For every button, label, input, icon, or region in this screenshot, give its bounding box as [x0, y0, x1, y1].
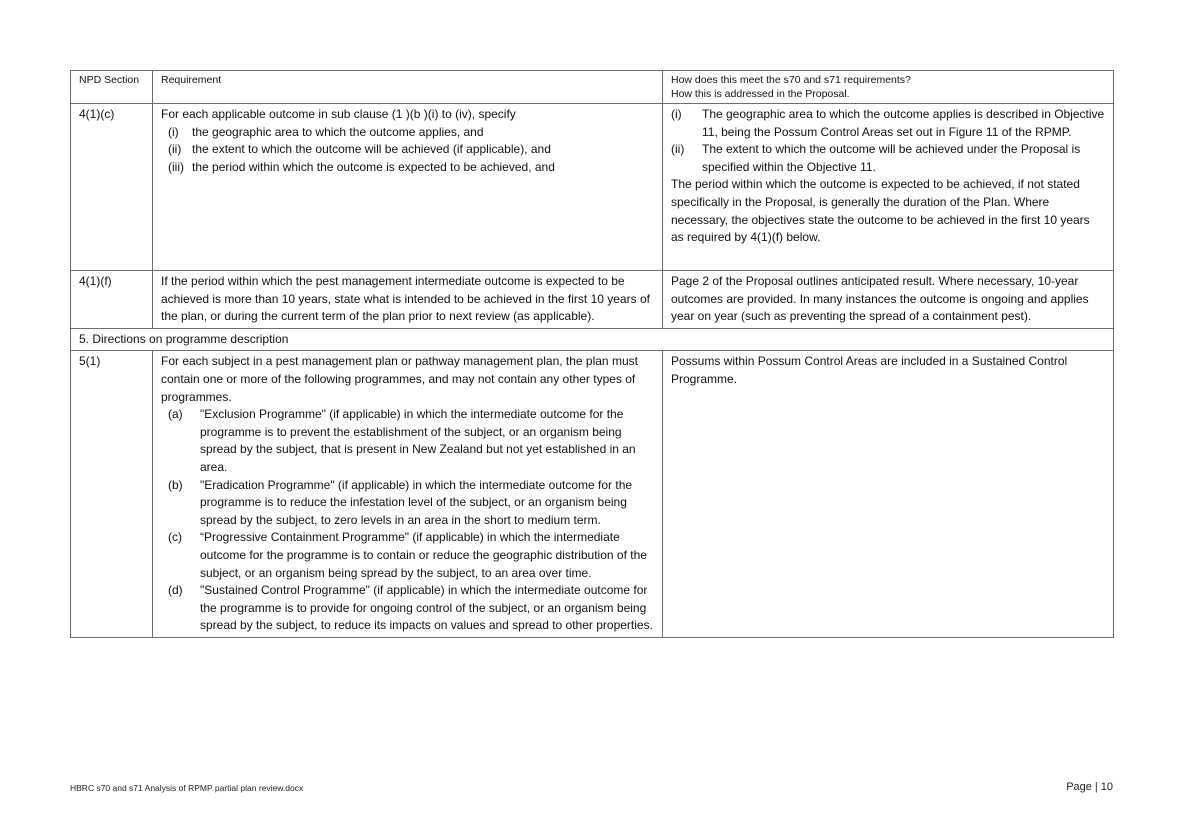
row-section-cell: 5(1) — [71, 351, 153, 638]
list-item-text: The geographic area to which the outcome applies is described in Objective 11, being the Possum Control Areas set out in Figure 11 of the RPMP. — [702, 107, 1105, 139]
row-response-cell — [663, 351, 1114, 638]
footer-filename: HBRC s70 and s71 Analysis of RPMP partial plan review.docx — [70, 783, 304, 793]
list-item — [161, 124, 654, 142]
list-item-label: (b) — [168, 477, 183, 492]
header-npd-section: NPD Section — [71, 71, 153, 104]
list-item-label: (a) — [168, 407, 183, 422]
row-requirement-cell — [153, 271, 663, 329]
footer-page-number — [1066, 781, 1113, 793]
header-how-meets-line1: How does this meet the s70 and s71 requirements? — [671, 74, 911, 86]
page-separator: | — [1094, 781, 1098, 793]
list-item-label: (c) — [168, 530, 182, 545]
row-section-cell: 4(1)(c) — [71, 104, 153, 271]
table-header-row — [71, 71, 1114, 104]
page-number: 10 — [1100, 781, 1113, 793]
list-item-label: (iii) — [168, 159, 184, 174]
section-heading-row — [71, 328, 1114, 351]
list-item-label: (ii) — [168, 142, 182, 157]
list-item — [161, 159, 654, 177]
list-item-text: the extent to which the outcome will be achieved (if applicable), and — [192, 142, 551, 157]
list-item-text: the geographic area to which the outcome applies, and — [192, 124, 484, 139]
list-item-text: “Progressive Containment Programme" (if applicable) in which the intermediate outcome for the programme is to contain or reduce the geographic distribution of the subject, or an organism being spread by the subject, to an area over time. — [200, 530, 647, 580]
response-text: The period within which the outcome is expected to be achieved, if not stated specifically in the Proposal, is generally the duration of the Plan. Where necessary, the objectives state the outcome to be achieved in the first 10 years as required by 4(1)(f) below. — [671, 177, 1090, 245]
programme-list — [161, 406, 654, 635]
list-item — [161, 406, 654, 476]
list-item — [161, 141, 654, 159]
list-item-label: (ii) — [671, 142, 685, 157]
table-row — [71, 351, 1114, 638]
row-section-cell: 4(1)(f) — [71, 271, 153, 329]
list-item — [161, 529, 654, 582]
npd-requirements-table — [70, 70, 1114, 638]
header-requirement: Requirement — [153, 71, 663, 104]
response-list — [671, 106, 1105, 176]
requirement-intro: For each applicable outcome in sub clause (1 )(b )(i) to (iv), specify — [161, 107, 516, 121]
response-text: Possums within Possum Control Areas are included in a Sustained Control Programme. — [671, 354, 1068, 386]
row-requirement-cell — [153, 351, 663, 638]
response-text: Page 2 of the Proposal outlines anticipated result. Where necessary, 10-year outcomes are provided. In many instances the outcome is ongoing and applies year on year (such as preventing the spread of a containment pest). — [671, 274, 1089, 324]
list-item-text: "Sustained Control Programme" (if applicable) in which the intermediate outcome for the programme is to provide for ongoing control of the subject, or an organism being spread by the subject, to reduce its impacts on values and spread to other properties. — [200, 583, 653, 633]
requirement-text: If the period within which the pest management intermediate outcome is expected to be achieved is more than 10 years, state what is intended to be achieved in the first 10 years of the plan, or during the current term of the plan prior to next review (as applicable). — [161, 274, 650, 324]
list-item-text: "Eradication Programme" (if applicable) in which the intermediate outcome for the programme is to reduce the infestation level of the subject, or an organism being spread by the subject, to zero levels in an area in the short to medium term. — [200, 477, 633, 527]
list-item — [161, 477, 654, 530]
header-how-meets-line2: How this is addressed in the Proposal. — [671, 88, 850, 100]
row-response-cell — [663, 104, 1114, 271]
list-item-label: (d) — [168, 583, 183, 598]
row-requirement-cell — [153, 104, 663, 271]
requirement-intro: For each subject in a pest management plan or pathway management plan, the plan must contain one or more of the following programmes, and may not contain any other types of programmes. — [161, 354, 638, 404]
page-label: Page — [1066, 781, 1092, 793]
table-row — [71, 104, 1114, 271]
list-item — [671, 106, 1105, 141]
list-item-text: the period within which the outcome is expected to be achieved, and — [192, 159, 555, 174]
table-row — [71, 271, 1114, 329]
list-item-label: (i) — [671, 107, 682, 121]
list-item-label: (i) — [168, 124, 179, 139]
list-item-text: The extent to which the outcome will be achieved under the Proposal is specified within the Objective 11. — [702, 142, 1081, 174]
list-item-text: "Exclusion Programme" (if applicable) in which the intermediate outcome for the programme is to prevent the establishment of the subject, or an organism being spread by the subject, that is present in New Zealand but not yet established in an area. — [200, 407, 636, 474]
header-how-meets — [663, 71, 1114, 104]
list-item — [161, 582, 654, 635]
list-item — [671, 141, 1105, 176]
requirement-list — [161, 124, 654, 177]
section-heading: 5. Directions on programme description — [71, 328, 1114, 351]
row-response-cell — [663, 271, 1114, 329]
